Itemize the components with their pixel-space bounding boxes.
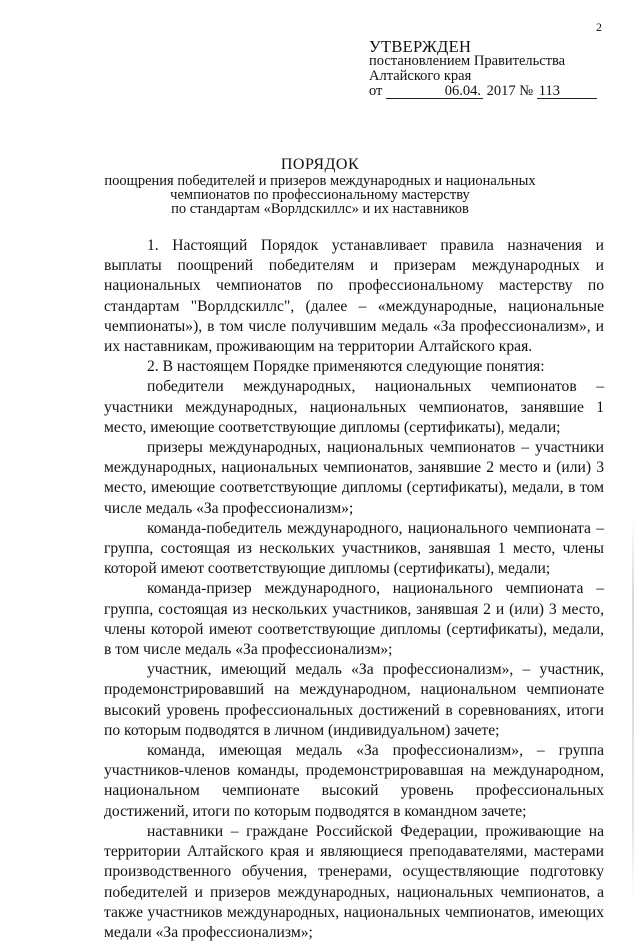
heading-line-3: по стандартам «Ворлдскиллс» и их наставников (171, 201, 469, 217)
approval-line-2: Алтайского края (369, 68, 472, 84)
date-value: 06.04. (386, 85, 483, 99)
definition-prize-winners: призеры международных, национальных чемпионатов – участники международных, национальных чемпионатов, занявшие 2 место и (или) 3 место, имеющие соответствующие дипломы (сертификаты), медали, в том числе медаль «За профессионализм»; (104, 439, 604, 517)
document-title: ПОРЯДОК (280, 156, 360, 173)
approval-stamp (369, 39, 619, 99)
definition-medal-participant: участник, имеющий медаль «За профессионализм», – участник, продемонстрировавший на международном, национальном чемпионате высокий уровень профессиональных достижений в соревнованиях, итоги по которым подводятся в личном (индивидуальном) зачете; (104, 661, 604, 739)
approval-title: УТВЕРЖДЕН (369, 37, 472, 56)
definition-medal-team: команда, имеющая медаль «За профессионализм», – группа участников-членов команды, продемонстрировавшая на международном, национальном чемпионате высокий уровень профессиональных достижений, итоги по которым подводятся в командном зачете; (104, 742, 604, 820)
page-number: 2 (596, 20, 602, 34)
scan-edge-shadow (632, 520, 634, 900)
paragraph-2: 2. В настоящем Порядке применяются следующие понятия: (147, 358, 545, 376)
heading-line-1: поощрения победителей и призеров международных и национальных (104, 173, 536, 189)
paragraph-1: 1. Настоящий Порядок устанавливает правила назначения и выплаты поощрений победителям и призерам международных и национальных чемпионатов по профессиональному мастерству по стандартам "Ворлдскиллс", (далее – «международные, национальные чемпионаты»), в том числе получившим медаль «За профессионализм», и их наставникам, проживающим на территории Алтайского края. (104, 237, 604, 356)
document-heading (80, 158, 560, 216)
document-body (104, 236, 604, 943)
year-number-label: 2017 № (486, 83, 534, 99)
definition-team-winner: команда-победитель международного, национального чемпионата – группа, состоящая из нескольких участников, занявшая 1 место, члены которой имеют соответствующие дипломы (сертификаты), медали; (104, 519, 604, 578)
approval-line-1: постановлением Правительства (369, 53, 566, 69)
definition-team-prize-winner: команда-призер международного, национального чемпионата – группа, состоящая из нескольких участников, занявшая 2 и (или) 3 место, члены которой имеют соответствующие дипломы (сертификаты), медали, в том числе медаль «За профессионализм»; (104, 580, 604, 659)
definition-mentors: наставники – граждане Российской Федерации, проживающие на территории Алтайского края и являющиеся преподавателями, мастерами производственного обучения, тренерами, осуществляющие подготовку победителей и призеров международных, национальных чемпионатов, а также участников международных, национальных чемпионатов, имеющих медали «За профессионализм»; (104, 822, 604, 941)
definition-winners: победители международных, национальных чемпионатов – участники международных, национальных чемпионатов, занявшие 1 место, имеющие соответствующие дипломы (сертификаты), медали; (104, 378, 604, 436)
heading-line-2: чемпионатов по профессиональному мастерству (170, 187, 470, 203)
document-number: 113 (537, 85, 597, 99)
approval-date-line (369, 84, 619, 99)
date-prefix: от (369, 83, 383, 99)
